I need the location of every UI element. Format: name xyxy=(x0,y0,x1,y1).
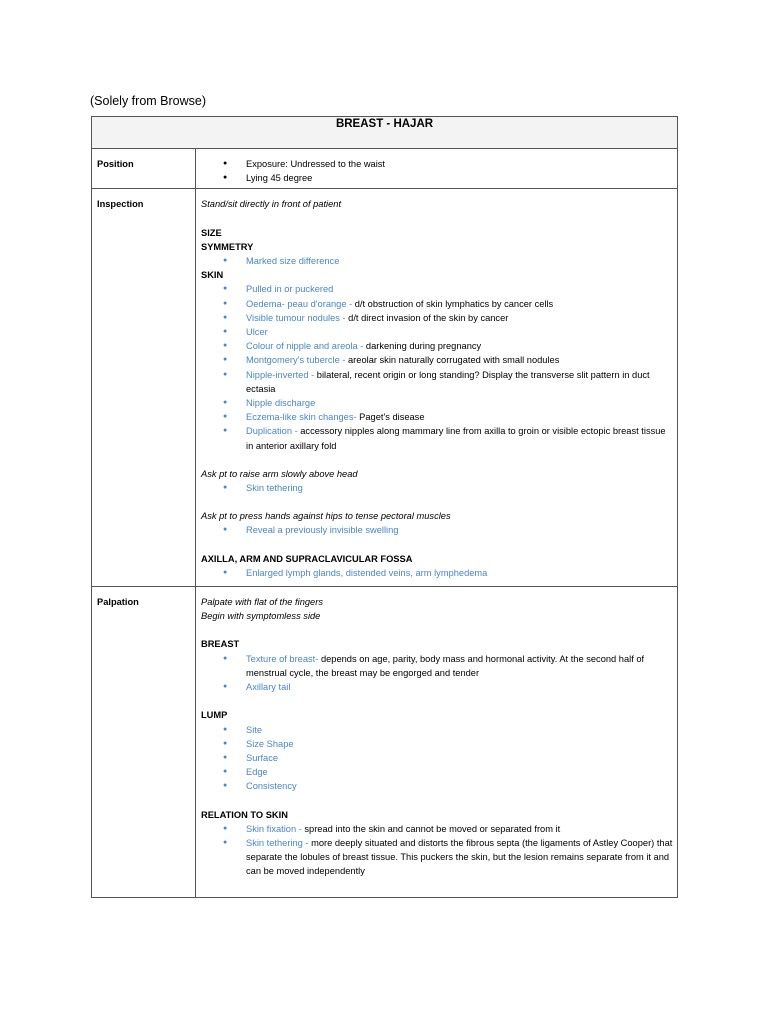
item-description: Paget's disease xyxy=(359,412,425,423)
inspection-row xyxy=(92,189,678,587)
list-item xyxy=(201,765,673,779)
list-item xyxy=(201,254,673,268)
inspection-intro: Stand/sit directly in front of patient xyxy=(201,199,342,210)
item-description: accessory nipples along mammary line from axilla to groin or visible ectopic breast tissue in anterior axillary fold xyxy=(246,426,666,451)
press-hands-instruction: Ask pt to press hands against hips to tense pectoral muscles xyxy=(201,511,451,522)
item-key: Visible tumour nodules - xyxy=(246,312,349,323)
item-description: d/t direct invasion of the skin by cancer xyxy=(348,312,509,323)
item-key: Skin tethering xyxy=(246,483,303,494)
list-item xyxy=(201,396,673,410)
item-key: Nipple-inverted - xyxy=(246,369,317,380)
list-item xyxy=(201,822,673,836)
item-key: Colour of nipple and areola - xyxy=(246,341,366,352)
list-item xyxy=(201,779,673,793)
item-key: Nipple discharge xyxy=(246,398,316,409)
position-content xyxy=(196,149,678,189)
skin-heading: SKIN xyxy=(201,270,224,281)
breast-heading: BREAST xyxy=(201,639,240,650)
item-key: Axillary tail xyxy=(246,682,291,693)
item-key: Skin tethering - xyxy=(246,837,312,848)
list-item: ● Lying 45 degree xyxy=(201,171,673,185)
item-key: Ulcer xyxy=(246,327,268,338)
raise-arm-list xyxy=(201,481,673,495)
item-key: Skin fixation - xyxy=(246,823,305,834)
size-heading: SIZE xyxy=(201,227,222,238)
symmetry-heading: SYMMETRY xyxy=(201,241,254,252)
inspection-content xyxy=(196,189,678,587)
list-item xyxy=(201,680,673,694)
item-key: Marked size difference xyxy=(246,256,340,267)
lump-heading: LUMP xyxy=(201,710,228,721)
item-key: Oedema- peau d'orange - xyxy=(246,298,355,309)
palpation-label: Palpation xyxy=(92,587,196,897)
item-description: more deeply situated and distorts the fibrous septa (the ligaments of Astley Cooper) that separate the lobules of breast tissue. This puckers the skin, but the lesion remains separate from it and can be moved independently xyxy=(246,837,673,877)
item-key: Consistency xyxy=(246,781,297,792)
list-item xyxy=(201,339,673,353)
relation-heading: RELATION TO SKIN xyxy=(201,809,288,820)
raise-arm-instruction: Ask pt to raise arm slowly above head xyxy=(201,468,358,479)
item-description: depends on age, parity, body mass and hormonal activity. At the second half of menstrual cycle, the breast may be engorged and tender xyxy=(246,653,645,678)
item-description: darkening during pregnancy xyxy=(365,341,482,352)
position-label: Position xyxy=(92,149,196,189)
axilla-list xyxy=(201,566,673,580)
position-row xyxy=(92,149,678,189)
item-description: areolar skin naturally corrugated with small nodules xyxy=(348,355,560,366)
palpation-intro-1: Palpate with flat of the fingers xyxy=(201,597,323,608)
item-key: Enlarged lymph glands, distended veins, arm lymphedema xyxy=(246,567,488,578)
list-item xyxy=(201,424,673,452)
list-item xyxy=(201,737,673,751)
lump-list xyxy=(201,723,673,794)
list-item xyxy=(201,311,673,325)
item-key: Site xyxy=(246,724,263,735)
item-description: bilateral, recent origin or long standing? Display the transverse slit pattern in duct ectasia xyxy=(246,369,650,394)
item-description: spread into the skin and cannot be moved or separated from it xyxy=(304,823,561,834)
list-item xyxy=(201,836,673,879)
palpation-content xyxy=(196,587,678,897)
palpation-intro-2: Begin with symptomless side xyxy=(201,611,321,622)
breast-list xyxy=(201,652,673,695)
exam-table xyxy=(91,116,678,898)
title-row xyxy=(92,117,678,149)
axilla-heading: AXILLA, ARM AND SUPRACLAVICULAR FOSSA xyxy=(201,553,413,564)
list-item xyxy=(201,353,673,367)
list-item xyxy=(201,297,673,311)
relation-list xyxy=(201,822,673,879)
item-key: Size Shape xyxy=(246,738,294,749)
list-item xyxy=(201,523,673,537)
item-key: Montgomery's tubercle - xyxy=(246,355,349,366)
list-item xyxy=(201,566,673,580)
list-item xyxy=(201,410,673,424)
skin-list xyxy=(201,282,673,452)
item-key: Surface xyxy=(246,752,279,763)
list-item xyxy=(201,723,673,737)
inspection-label: Inspection xyxy=(92,189,196,587)
item-description: d/t obstruction of skin lymphatics by cancer cells xyxy=(354,298,554,309)
list-item xyxy=(201,325,673,339)
symmetry-list xyxy=(201,254,673,268)
document-note: (Solely from Browse) xyxy=(90,94,206,108)
item-key: Texture of breast- xyxy=(246,653,321,664)
press-hands-list xyxy=(201,523,673,537)
item-key: Duplication - xyxy=(246,426,301,437)
list-item xyxy=(201,751,673,765)
position-list xyxy=(201,157,673,185)
list-item xyxy=(201,368,673,396)
palpation-row xyxy=(92,587,678,897)
list-item: ● Exposure: Undressed to the waist xyxy=(201,157,673,171)
item-key: Edge xyxy=(246,767,268,778)
list-item xyxy=(201,652,673,680)
item-key: Eczema-like skin changes- xyxy=(246,412,360,423)
list-item xyxy=(201,481,673,495)
item-key: Pulled in or puckered xyxy=(246,284,334,295)
table-title: BREAST - HAJAR xyxy=(92,117,678,149)
item-key: Reveal a previously invisible swelling xyxy=(246,525,399,536)
list-item xyxy=(201,282,673,296)
